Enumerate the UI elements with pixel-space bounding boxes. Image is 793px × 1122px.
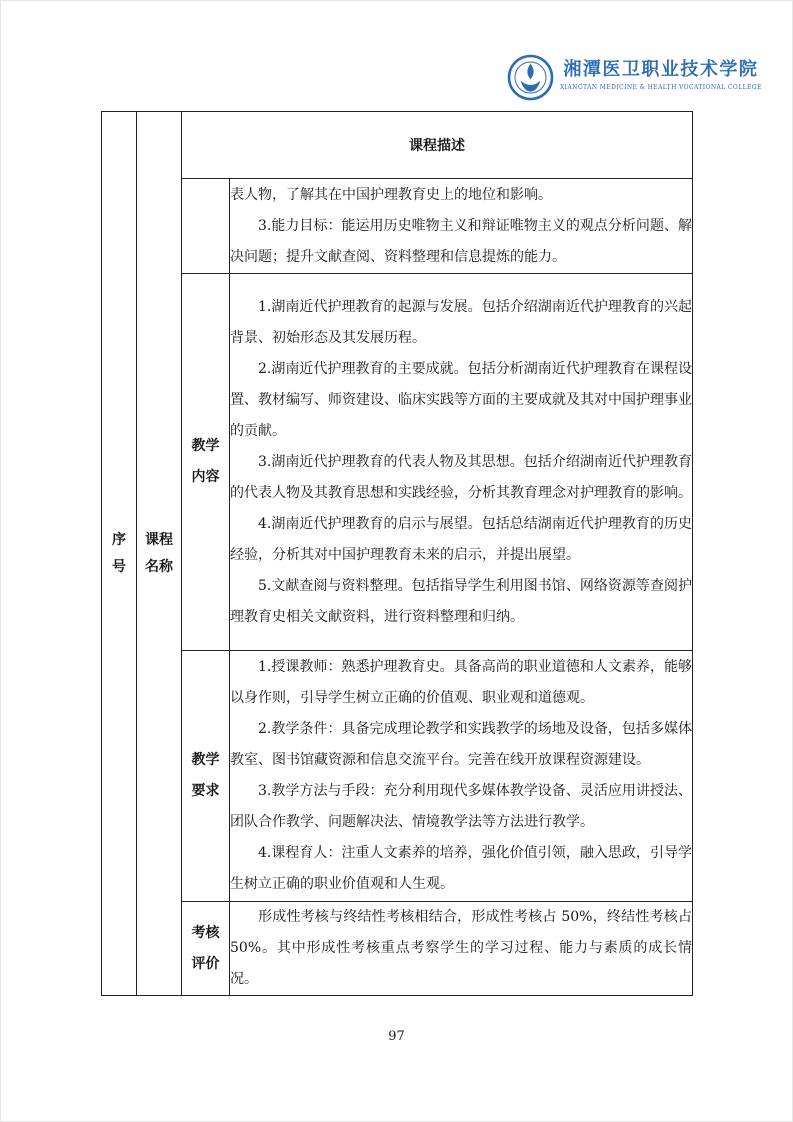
paragraph: 1.湖南近代护理教育的起源与发展。包括介绍湖南近代护理教育的兴起背景、初始形态及其发展历程。 — [230, 298, 692, 346]
row-label-assessment: 考核评价 — [182, 902, 230, 996]
paragraph: 3.教学方法与手段：充分利用现代多媒体教学设备、灵活应用讲授法、团队合作教学、问题解决法、情境教学法等方法进行教学。 — [230, 783, 692, 830]
paragraph: 表人物，了解其在中国护理教育史上的地位和影响。 — [230, 186, 552, 203]
row-label-teaching-content: 教学内容 — [182, 274, 230, 651]
paragraph: 2.教学条件：具备完成理论教学和实践教学的场地及设备，包括多媒体教室、图书馆藏资源和信息交流平台。完善在线开放课程资源建设。 — [230, 721, 692, 768]
header-course-name — [137, 112, 182, 996]
college-name-chinese: 湘潭医卫职业技术学院 — [563, 59, 759, 80]
assessment-text — [230, 902, 693, 996]
table-row-teaching-requirements — [102, 651, 693, 902]
header-serial-number — [102, 112, 137, 996]
row-label-teaching-requirements: 教学要求 — [182, 651, 230, 902]
paragraph: 3.湖南近代护理教育的代表人物及其思想。包括介绍湖南近代护理教育的代表人物及其教育思想和实践经验，分析其教育理念对护理教育的影响。 — [230, 453, 692, 501]
teaching-requirements-text — [230, 651, 693, 902]
table-header-row — [102, 112, 693, 179]
paragraph: 4.湖南近代护理教育的启示与展望。包括总结湖南近代护理教育的历史经验，分析其对中国护理教育未来的启示，并提出展望。 — [230, 515, 692, 563]
table-row-objectives-continued — [102, 179, 693, 274]
page-number: 97 — [388, 1029, 405, 1044]
table-row-assessment — [102, 902, 693, 996]
paragraph: 4.课程育人：注重人文素养的培养，强化价值引领，融入思政，引导学生树立正确的职业价值观和人生观。 — [230, 845, 692, 892]
objectives-continued-text — [230, 179, 693, 274]
college-logo-icon — [507, 54, 554, 101]
header-serial-label: 序号 — [112, 531, 126, 575]
teaching-content-text — [230, 274, 693, 651]
table-row-teaching-content — [102, 274, 693, 651]
paragraph: 5.文献查阅与资料整理。包括指导学生利用图书馆、网络资源等查阅护理教育史相关文献资料，进行资料整理和归纳。 — [230, 577, 692, 625]
paragraph: 2.湖南近代护理教育的主要成就。包括分析湖南近代护理教育在课程设置、教材编写、师资建设、临床实践等方面的主要成就及其对中国护理事业的贡献。 — [230, 360, 692, 439]
row-label-empty — [182, 179, 230, 274]
paragraph: 3.能力目标：能运用历史唯物主义和辩证唯物主义的观点分析问题、解决问题；提升文献查阅、资料整理和信息提炼的能力。 — [230, 217, 692, 265]
paragraph: 形成性考核与终结性考核相结合，形成性考核占 50%，终结性考核占 50%。其中形成性考核重点考察学生的学习过程、能力与素质的成长情况。 — [230, 909, 692, 987]
paragraph: 1.授课教师：熟悉护理教育史。具备高尚的职业道德和人文素养，能够以身作则，引导学生树立正确的价值观、职业观和道德观。 — [230, 659, 692, 706]
college-logo — [507, 54, 762, 101]
course-description-table — [101, 111, 693, 996]
header-course-description: 课程描述 — [182, 112, 693, 179]
college-logo-text — [560, 54, 762, 91]
header-course-name-label: 课程名称 — [145, 531, 173, 575]
college-name-english: XIANGTAN MEDICINE & HEALTH VOCATIONAL COLLEGE — [560, 84, 762, 91]
